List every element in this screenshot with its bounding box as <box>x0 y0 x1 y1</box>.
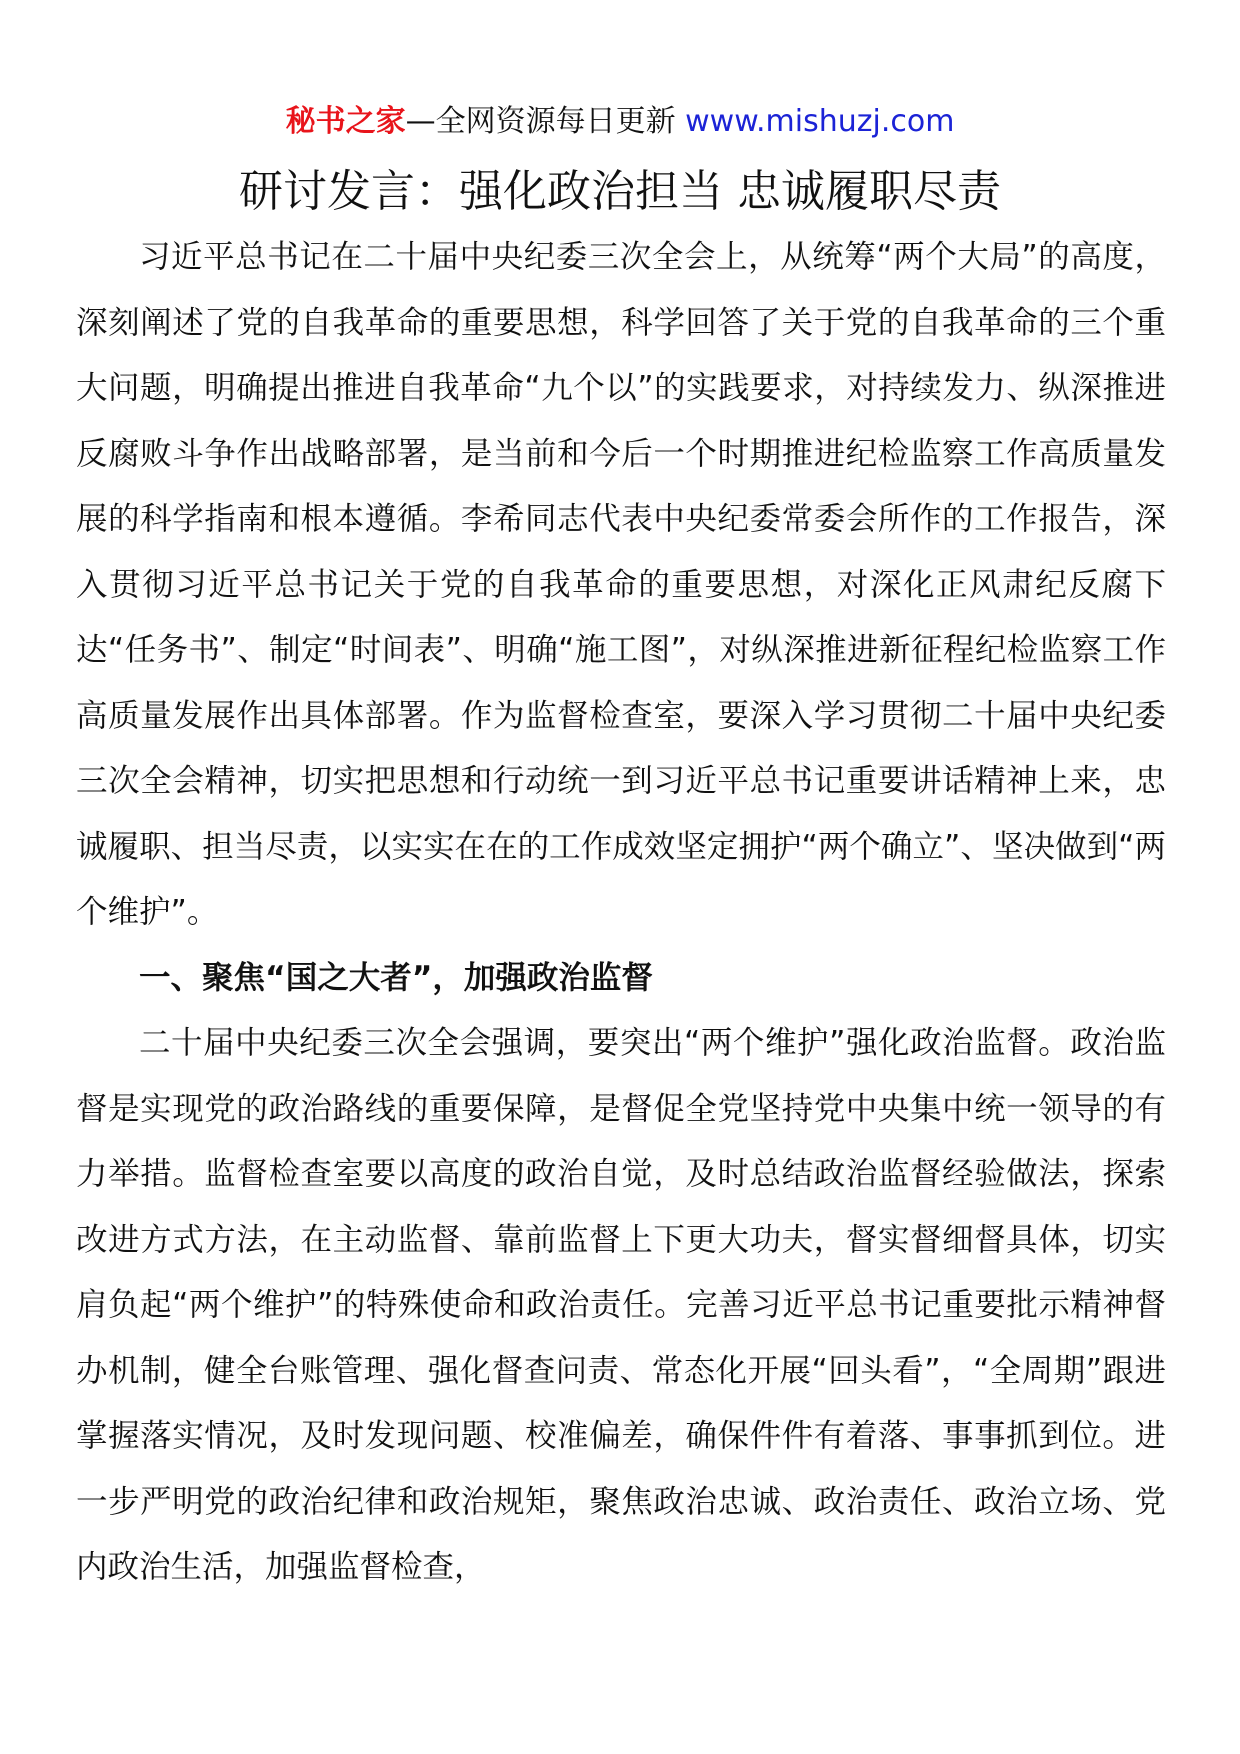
paragraph-intro: 习近平总书记在二十届中央纪委三次全会上，从统筹“两个大局”的高度，深刻阐述了党的自我革命的重要思想，科学回答了关于党的自我革命的三个重大问题，明确提出推进自我革命“九个以”的实践要求，对持续发力、纵深推进反腐败斗争作出战略部署，是当前和今后一个时期推进纪检监察工作高质量发展的科学指南和根本遵循。李希同志代表中央纪委常委会所作的工作报告，深入贯彻习近平总书记关于党的自我革命的重要思想，对深化正风肃纪反腐下达“任务书”、制定“时间表”、明确“施工图”，对纵深推进新征程纪检监察工作高质量发展作出具体部署。作为监督检查室，要深入学习贯彻二十届中央纪委三次全会精神，切实把思想和行动统一到习近平总书记重要讲话精神上来，忠诚履职、担当尽责，以实实在在的工作成效坚定拥护“两个确立”、坚决做到“两个维护”。 <box>76 239 1166 930</box>
document-title: 研讨发言：强化政治担当 忠诚履职尽责 <box>239 166 1001 217</box>
site-slogan: —全网资源每日更新 <box>405 104 676 139</box>
document-body <box>76 225 1166 1601</box>
section-heading-1: 一、聚焦“国之大者”，加强政治监督 <box>139 959 653 996</box>
site-name: 秘书之家 <box>285 104 406 139</box>
site-header <box>0 100 1240 144</box>
site-url-link[interactable]: www.mishuzj.com <box>685 104 955 139</box>
paragraph-section-1: 二十届中央纪委三次全会强调，要突出“两个维护”强化政治监督。政治监督是实现党的政治路线的重要保障，是督促全党坚持党中央集中统一领导的有力举措。监督检查室要以高度的政治自觉，及时总结政治监督经验做法，探索改进方式方法，在主动监督、靠前监督上下更大功夫，督实督细督具体，切实肩负起“两个维护”的特殊使命和政治责任。完善习近平总书记重要批示精神督办机制，健全台账管理、强化督查问责、常态化开展“回头看”，“全周期”跟进掌握落实情况，及时发现问题、校准偏差，确保件件有着落、事事抓到位。进一步严明党的政治纪律和政治规矩，聚焦政治忠诚、政治责任、政治立场、党内政治生活，加强监督检查， <box>76 1025 1166 1585</box>
